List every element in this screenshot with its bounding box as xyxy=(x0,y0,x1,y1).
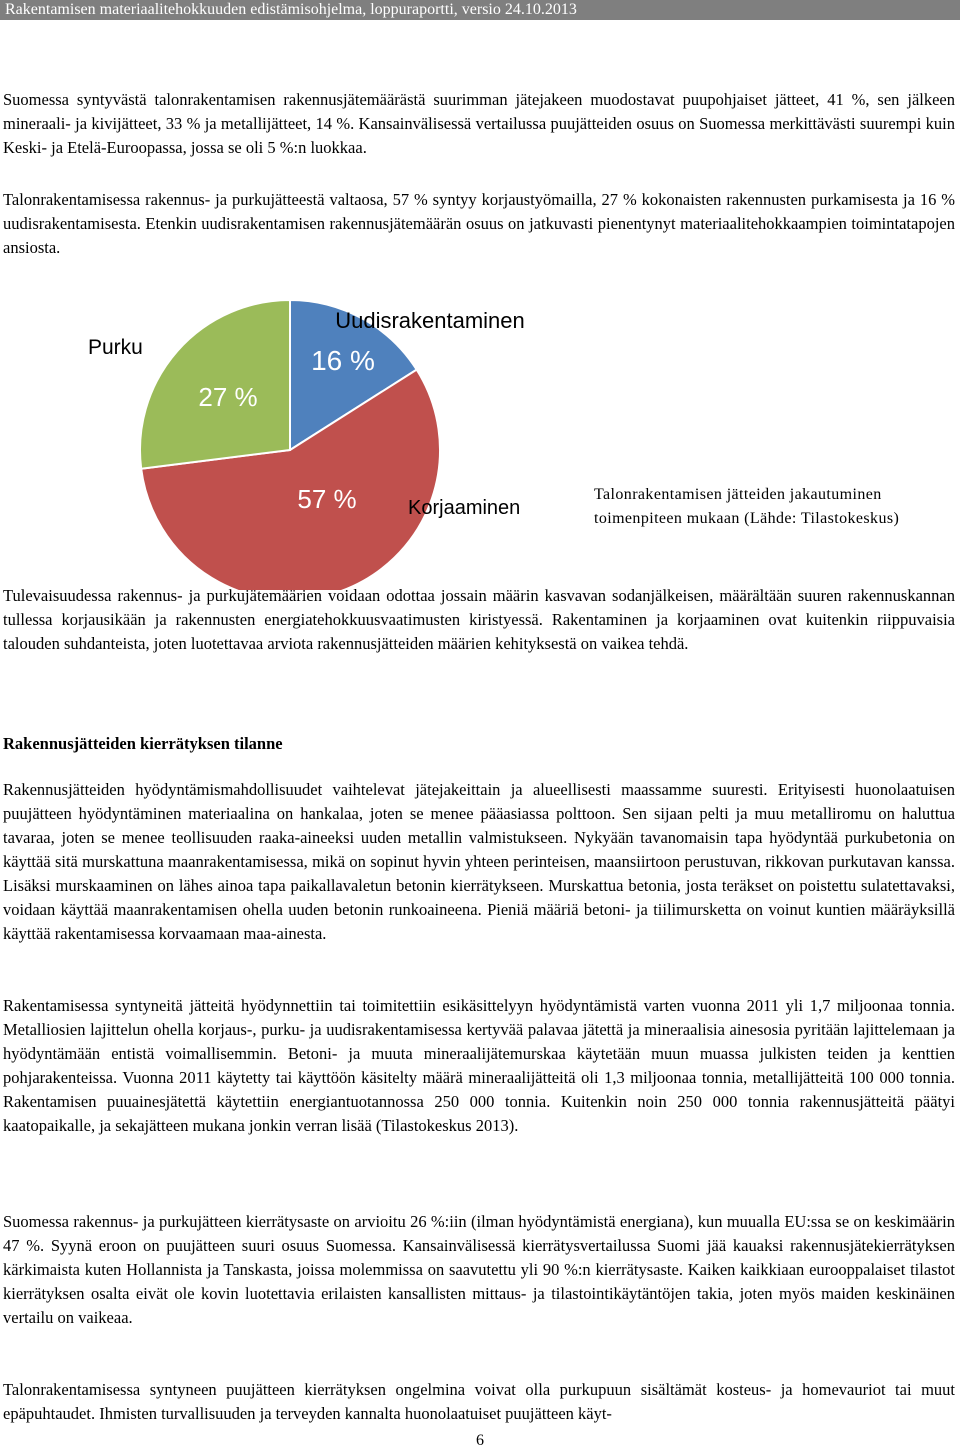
paragraph-recycling-options: Rakennusjätteiden hyödyntämismahdollisuudet vaihtelevat jätejakeittain ja alueellisesti maassamme suuresti. Erityisesti huonolaatuisen puujätteen hyödyntäminen materiaalina on hankalaa, joten se menee pääasiassa polttoon. Sen sijaan pelti ja muu metalliromu on haluttua tavaraa, joten se menee teollisuuden raaka-aineeksi uuden metallin valmistukseen. Nykyään tavanomaisin tapa hyödyntää purkubetonia on käyttää sitä murskattuna maanrakentamisessa, mikä on sopinut hyvin yhteen perinteisen, maansiirtoon perustuvan, rikkovan purkutavan kanssa. Lisäksi murskaaminen on lähes ainoa tapa paikallavaletun betonin kierrätykseen. Murskattua betonia, josta teräkset on poistettu sulatettavaksi, voidaan käyttää maanrakentamisen ohella uuden betonin runkoaineena. Pieniä määriä betoni- ja tiilimursketta on voinut kuntien määräyksillä käyttää rakentamisessa korvaamaan maa-ainesta. xyxy=(3,780,955,943)
paragraph-recycling-2011: Rakentamisessa syntyneitä jätteitä hyödynnettiin tai toimitettiin esikäsittelyyn hyödyntämistä varten vuonna 2011 yli 1,7 miljoonaa tonnia. Metalliosien lajittelun ohella korjaus-, purku- ja uudisrakentamisessa kertyvää palavaa jätettä ja mineraalisia ainesosia pyritään lajittelemaan ja hyödyntämään entistä voimallisemmin. Betoni- ja muuta mineraalijätemurskaa käytetään muun muassa julkisten teiden ja kenttien pohjarakenteissa. Vuonna 2011 käytetty tai käyttöön käsitelty määrä mineraalijätteitä oli 1,3 miljoonaa tonnia, metallijätteitä 100 000 tonnia. Rakentamisen puuainesjätettä käytettiin energiantuotannossa 250 000 tonnia. Kuitenkin noin 250 000 tonnia rakennusjätteitä päätyi kaatopaikalle, ja sekajätteen mukana jonkin verran lisää (Tilastokeskus 2013). xyxy=(3,996,955,1135)
paragraph-waste-sources: Talonrakentamisessa rakennus- ja purkujätteestä valtaosa, 57 % syntyy korjaustyömailla, 27 % kokonaisten rakennusten purkamisesta ja 16 % uudisrakentamisesta. Etenkin uudisrakentamisen rakennusjätemäärän osuus on jatkuvasti pienentynyt materiaalitehokkaampien toimintatapojen ansiosta. xyxy=(3,190,955,257)
page-number: 6 xyxy=(476,1432,484,1449)
running-header xyxy=(0,0,960,20)
running-header-title: Rakentamisen materiaalitehokkuuden edistämisohjelma, loppuraportti, versio 24.10.2013 xyxy=(5,1,577,18)
paragraph-wood-waste: Talonrakentamisessa syntyneen puujätteen kierrätyksen ongelmina voivat olla purkupuun sisältämät kosteus- ja homevauriot tai muut epäpuhtaudet. Ihmisten turvallisuuden ja terveyden kannalta huonolaatuiset puujätteen käyt- xyxy=(3,1380,955,1423)
pie-category-label-purku: Purku xyxy=(88,336,143,359)
pie-category-label-korjaaminen: Korjaaminen xyxy=(408,497,521,519)
pie-percent-label-purku: 27 % xyxy=(198,382,258,412)
figure-caption: Talonrakentamisen jätteiden jakautuminen toimenpiteen mukaan (Lähde: Tilastokeskus) xyxy=(594,486,900,527)
section-heading: Rakennusjätteiden kierrätyksen tilanne xyxy=(3,734,283,753)
pie-slices xyxy=(140,300,440,590)
pie-percent-label-korjaaminen: 57 % xyxy=(297,484,357,514)
paragraph-recycling-rate: Suomessa rakennus- ja purkujätteen kierrätysaste on arvioitu 26 %:iin (ilman hyödyntämistä energiana), kun muualla EU:ssa se on keskimäärin 47 %. Syynä eroon on puujätteen suuri osuus Suomessa. Kansainvälisessä kierrätysvertailussa Suomi jää kauaksi rakennusjätekierrätyksen kärkimaista kuten Hollannista ja Tanskasta, joissa molemmissa on saavutettu yli 90 %:n kierrätysaste. Kaiken kaikkiaan eurooppalaiset tilastot kierrätyksen osalta eivät ole kovin luotettavia erilaisten kansallisten mittaus- ja tilastointikäytäntöjen takia, joten myös maiden keskinäinen vertailu on vaikeaa. xyxy=(3,1212,955,1327)
paragraph-waste-fractions: Suomessa syntyvästä talonrakentamisen rakennusjätemäärästä suurimman jätejakeen muodostavat puupohjaiset jätteet, 41 %, sen jälkeen mineraali- ja kivijätteet, 33 % ja metallijätteet, 14 %. Kansainvälisessä vertailussa puujätteiden osuus on Suomessa merkittävästi suurempi kuin Keski- ja Etelä-Euroopassa, jossa se oli 5 %:n luokkaa. xyxy=(3,90,955,157)
pie-percent-label-uudisrakentaminen: 16 % xyxy=(311,345,375,376)
pie-chart xyxy=(60,290,580,590)
pie-category-label-uudisrakentaminen: Uudisrakentaminen xyxy=(335,308,525,333)
paragraph-future-outlook: Tulevaisuudessa rakennus- ja purkujätemäärien voidaan odottaa jossain määrin kasvavan sodanjälkeisen, määrältään suuren rakennuskannan tullessa korjausikään ja rakennusten energiatehokkuusvaatimusten kiristyessä. Rakentaminen ja korjaaminen ovat kuitenkin riippuvaisia talouden suhdanteista, joten luotettavaa arviota rakennusjätteiden määrien kehityksestä on vaikea tehdä. xyxy=(3,586,955,653)
